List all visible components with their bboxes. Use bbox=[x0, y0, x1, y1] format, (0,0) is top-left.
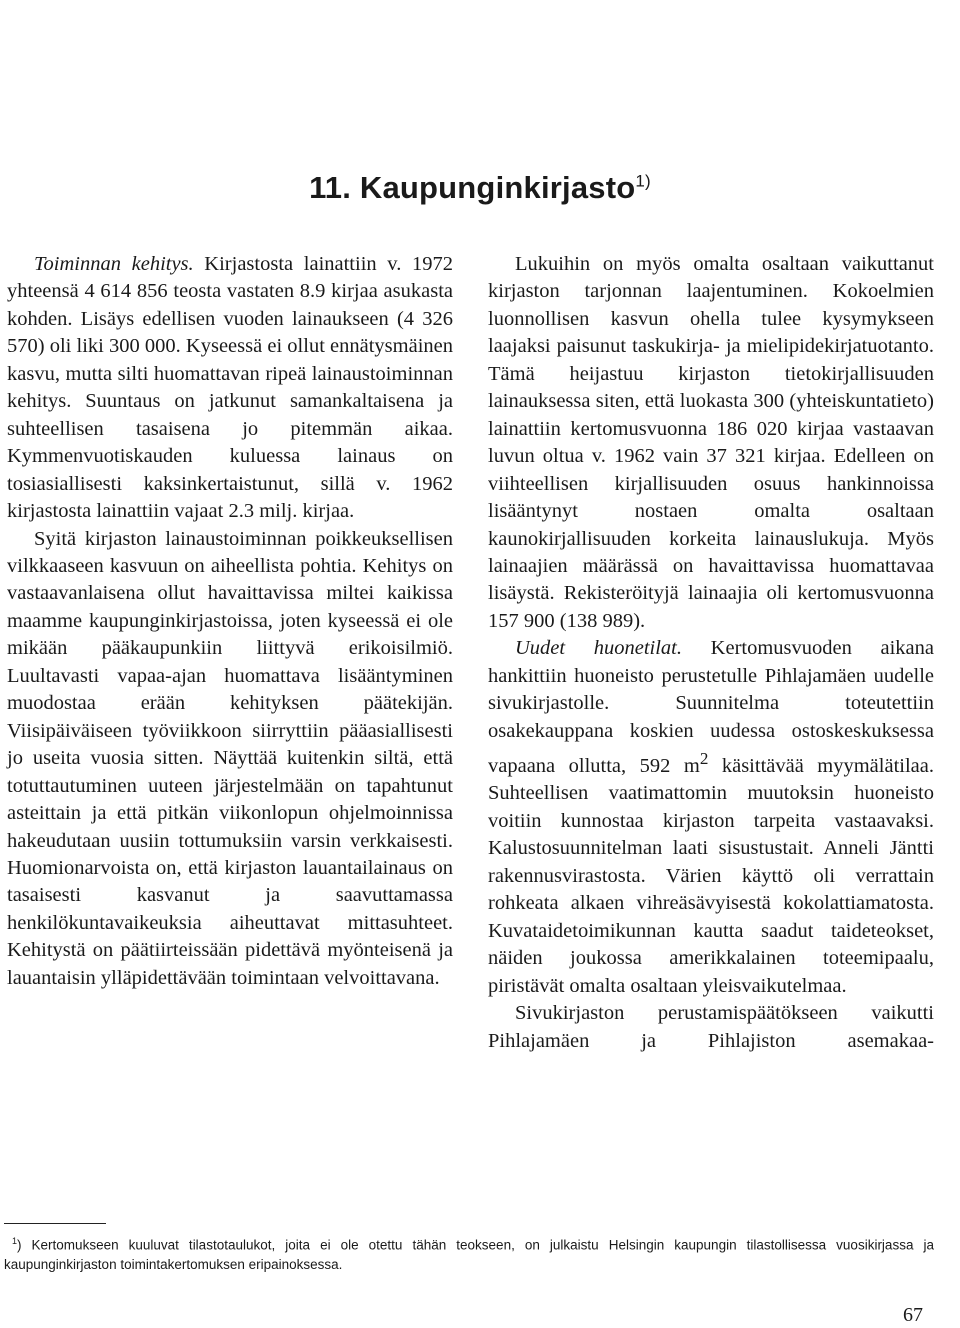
page-number: 67 bbox=[903, 1304, 923, 1326]
footnote: $^1$) Kertomukseen kuuluvat tilastotaulukot, joita ei ole otettu tähän teokseen, on julkaistu Helsingin kaupungin tilastollisessa vuosikirjassa ja kaupunginkirjaston toimintakertomuksen eripainoksessa. bbox=[4, 1236, 934, 1272]
footnote-rule bbox=[4, 1223, 106, 1224]
section-heading: Uudet huonetilat. bbox=[515, 637, 683, 660]
page-title: 11. Kaupunginkirjasto$^{1)}$ bbox=[309, 170, 651, 205]
footnote-marker: 1) bbox=[635, 171, 651, 191]
paragraph: Sivukirjaston perustamispäätökseen vaikutti Pihlajamäen ja Pihlajiston asemakaa- bbox=[488, 1002, 934, 1052]
paragraph: Lukuihin on myös omalta osaltaan vaikuttanut kirjaston tarjonnan laajentuminen. Kokoelmien luonnollisen kasvun ohella tulee kysymykseen laajaksi paisunut taskukirja- ja mielipidekirjatuotanto. Tämä heijastuu kirjaston tietokirjallisuuden lainauksessa siten, että luokasta 300 (yhteiskuntatieto) lainattiin kertomusvuonna 186 020 kirjaa vastaavan luvun oltua v. 1962 vain 37 321 kirjaa. Edelleen on viihteellisen kirjallisuuden osuus hankinnoissa lisääntynyt nostaen omalta osaltaan kaunokirjallisuuden korkeita lainauslukuja. Myös lainaajien määrässä on havaittavissa huomattavaa lisäystä. Rekisteröityjä lainaajia oli kertomusvuonna 157 900 (138 989). bbox=[488, 253, 934, 632]
right-column bbox=[488, 251, 934, 1055]
paragraph: Uudet huonetilat. Kertomusvuoden aikana hankittiin huoneisto perustetulle Pihlajamäen uudelle sivukirjastolle. Suunnitelma toteutettiin osakekauppana koskien uudessa ostoskeskuksessa vapaana ollutta, 592 $m^2$ käsittävää myymälätilaa. Suhteellisen vaatimattomin muutoksin huoneisto voitiin kunnostaa kirjaston tarpeita vastaavaksi. Kalustosuunnitelman laati sisustustait. Anneli Jäntti rakennusvirastosta. Värien käyttö oli verrattain rohkeata alkaen vihreäsävyisestä kokolattiamatosta. Kuvataidetoimikunnan kautta saadut taideteokset, näiden joukossa amerikkalainen toteemipaalu, piristävät omalta osaltaan yleisvaikutelmaa. bbox=[488, 637, 934, 997]
section-heading: Toiminnan kehitys. bbox=[34, 253, 194, 275]
paragraph: Syitä kirjaston lainaustoiminnan poikkeuksellisen vilkkaaseen kasvuun on aiheellista pohtia. Kehitys on vastaavanlaisena ollut havaittavissa miltei kaikissa maamme kaupunginkirjastoissa, joten kyseessä ei ole mikään pääkaupunkiin liittyvä erikoisilmiö. Luultavasti vapaa-ajan huomattava lisääntyminen muodostaa erään kehityksen päätekijän. Viisipäiväiseen työviikkoon siirryttiin pääasiallisesti jo useita vuosia sitten. Näyttää kuitenkin siltä, että totuttautuminen uuteen järjestelmään on tapahtunut asteittain ja että pitkän viikonlopun ohjelmoinnissa hakeudutaan uusiin tottumuksiin varsin verkkaisesti. Huomionarvoista on, että kirjaston lauantailainaus on tasaisesti kasvanut ja saavuttamassa henkilökuntavaikeuksia aiheuttavat mittasuhteet. Kehitystä on päätiirteissään pidettävä myönteisenä ja lauantaisin ylläpidettävään toimintaan velvoittavana. bbox=[7, 527, 453, 989]
paragraph: Toiminnan kehitys. Kirjastosta lainattiin v. 1972 yhteensä 4 614 856 teosta vastaten 8.9 kirjaa asukasta kohden. Lisäys edellisen vuoden lainaukseen (4 326 570) oli liki 300 000. Kyseessä ei ollut ennätysmäinen kasvu, mutta silti huomattavan ripeä lainaustoiminnan kehitys. Suuntaus on jatkunut samankaltaisena ja suhteellisen tasaisena jo pitemmän aikaa. Kymmenvuotiskauden kuluessa lainaus on tosiasiallisesti kaksinkertaistunut, sillä v. 1962 kirjastosta lainattiin vajaat 2.3 milj. kirjaa. bbox=[7, 253, 453, 523]
left-column bbox=[7, 251, 453, 992]
